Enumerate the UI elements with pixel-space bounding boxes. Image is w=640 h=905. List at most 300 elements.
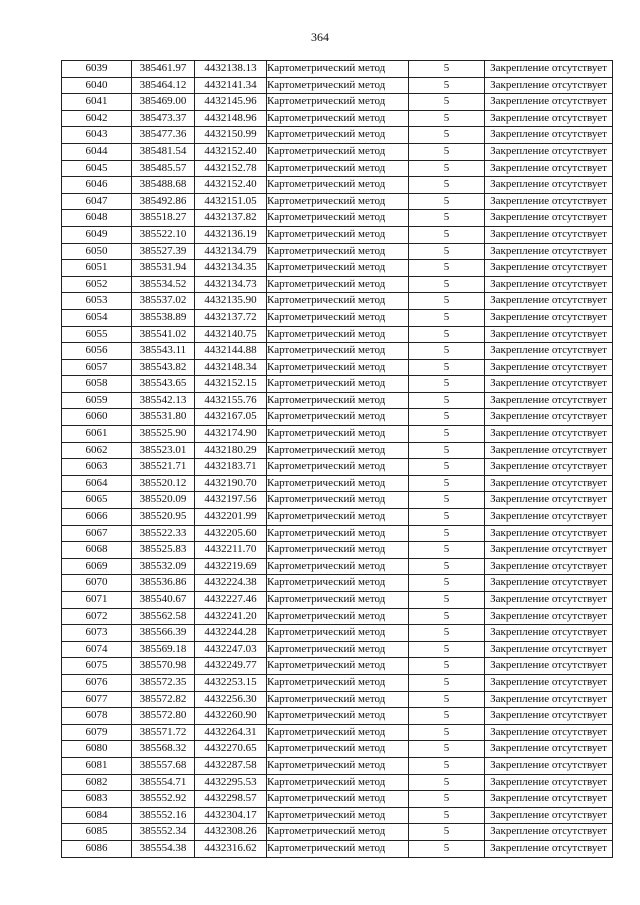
method-cell: Картометрический метод: [267, 459, 409, 476]
y-coordinate-cell: 4432270.65: [195, 741, 267, 758]
accuracy-cell: 5: [409, 94, 485, 111]
fixation-cell: Закрепление отсутствует: [485, 492, 613, 509]
accuracy-cell: 5: [409, 492, 485, 509]
accuracy-cell: 5: [409, 343, 485, 360]
accuracy-cell: 5: [409, 625, 485, 642]
point-number-cell: 6061: [62, 426, 132, 443]
x-coordinate-cell: 385488.68: [132, 177, 195, 194]
y-coordinate-cell: 4432227.46: [195, 592, 267, 609]
point-number-cell: 6084: [62, 807, 132, 824]
accuracy-cell: 5: [409, 160, 485, 177]
table-row: [62, 459, 613, 476]
table-row: [62, 509, 613, 526]
accuracy-cell: 5: [409, 674, 485, 691]
point-number-cell: 6044: [62, 143, 132, 160]
table-row: [62, 592, 613, 609]
table-row: [62, 542, 613, 559]
fixation-cell: Закрепление отсутствует: [485, 226, 613, 243]
fixation-cell: Закрепление отсутствует: [485, 392, 613, 409]
point-number-cell: 6058: [62, 376, 132, 393]
point-number-cell: 6086: [62, 840, 132, 857]
accuracy-cell: 5: [409, 791, 485, 808]
table-row: [62, 260, 613, 277]
method-cell: Картометрический метод: [267, 691, 409, 708]
fixation-cell: Закрепление отсутствует: [485, 542, 613, 559]
y-coordinate-cell: 4432137.82: [195, 210, 267, 227]
fixation-cell: Закрепление отсутствует: [485, 110, 613, 127]
point-number-cell: 6077: [62, 691, 132, 708]
x-coordinate-cell: 385520.95: [132, 509, 195, 526]
fixation-cell: Закрепление отсутствует: [485, 840, 613, 857]
fixation-cell: Закрепление отсутствует: [485, 525, 613, 542]
table-row: [62, 359, 613, 376]
x-coordinate-cell: 385521.71: [132, 459, 195, 476]
accuracy-cell: 5: [409, 824, 485, 841]
table-row: [62, 525, 613, 542]
accuracy-cell: 5: [409, 193, 485, 210]
table-row: [62, 61, 613, 78]
fixation-cell: Закрепление отсутствует: [485, 426, 613, 443]
accuracy-cell: 5: [409, 143, 485, 160]
y-coordinate-cell: 4432260.90: [195, 708, 267, 725]
point-number-cell: 6066: [62, 509, 132, 526]
accuracy-cell: 5: [409, 376, 485, 393]
x-coordinate-cell: 385572.35: [132, 674, 195, 691]
fixation-cell: Закрепление отсутствует: [485, 824, 613, 841]
accuracy-cell: 5: [409, 359, 485, 376]
accuracy-cell: 5: [409, 459, 485, 476]
y-coordinate-cell: 4432144.88: [195, 343, 267, 360]
method-cell: Картометрический метод: [267, 658, 409, 675]
x-coordinate-cell: 385572.82: [132, 691, 195, 708]
y-coordinate-cell: 4432180.29: [195, 442, 267, 459]
accuracy-cell: 5: [409, 708, 485, 725]
fixation-cell: Закрепление отсутствует: [485, 558, 613, 575]
x-coordinate-cell: 385481.54: [132, 143, 195, 160]
y-coordinate-cell: 4432134.73: [195, 276, 267, 293]
method-cell: Картометрический метод: [267, 160, 409, 177]
point-number-cell: 6070: [62, 575, 132, 592]
y-coordinate-cell: 4432224.38: [195, 575, 267, 592]
fixation-cell: Закрепление отсутствует: [485, 210, 613, 227]
coordinates-table: [61, 60, 613, 858]
x-coordinate-cell: 385485.57: [132, 160, 195, 177]
fixation-cell: Закрепление отсутствует: [485, 376, 613, 393]
y-coordinate-cell: 4432287.58: [195, 757, 267, 774]
y-coordinate-cell: 4432298.57: [195, 791, 267, 808]
table-row: [62, 492, 613, 509]
accuracy-cell: 5: [409, 840, 485, 857]
y-coordinate-cell: 4432155.76: [195, 392, 267, 409]
accuracy-cell: 5: [409, 442, 485, 459]
fixation-cell: Закрепление отсутствует: [485, 459, 613, 476]
y-coordinate-cell: 4432264.31: [195, 724, 267, 741]
point-number-cell: 6067: [62, 525, 132, 542]
x-coordinate-cell: 385571.72: [132, 724, 195, 741]
point-number-cell: 6085: [62, 824, 132, 841]
method-cell: Картометрический метод: [267, 243, 409, 260]
x-coordinate-cell: 385562.58: [132, 608, 195, 625]
table-row: [62, 608, 613, 625]
point-number-cell: 6068: [62, 542, 132, 559]
x-coordinate-cell: 385572.80: [132, 708, 195, 725]
table-row: [62, 343, 613, 360]
accuracy-cell: 5: [409, 309, 485, 326]
point-number-cell: 6045: [62, 160, 132, 177]
fixation-cell: Закрепление отсутствует: [485, 243, 613, 260]
fixation-cell: Закрепление отсутствует: [485, 674, 613, 691]
fixation-cell: Закрепление отсутствует: [485, 774, 613, 791]
y-coordinate-cell: 4432151.05: [195, 193, 267, 210]
point-number-cell: 6078: [62, 708, 132, 725]
method-cell: Картометрический метод: [267, 293, 409, 310]
fixation-cell: Закрепление отсутствует: [485, 276, 613, 293]
method-cell: Картометрический метод: [267, 509, 409, 526]
accuracy-cell: 5: [409, 226, 485, 243]
accuracy-cell: 5: [409, 542, 485, 559]
point-number-cell: 6083: [62, 791, 132, 808]
table-row: [62, 309, 613, 326]
fixation-cell: Закрепление отсутствует: [485, 575, 613, 592]
fixation-cell: Закрепление отсутствует: [485, 708, 613, 725]
fixation-cell: Закрепление отсутствует: [485, 658, 613, 675]
method-cell: Картометрический метод: [267, 177, 409, 194]
y-coordinate-cell: 4432304.17: [195, 807, 267, 824]
y-coordinate-cell: 4432134.35: [195, 260, 267, 277]
accuracy-cell: 5: [409, 326, 485, 343]
table-row: [62, 243, 613, 260]
table-row: [62, 691, 613, 708]
table-row: [62, 110, 613, 127]
x-coordinate-cell: 385536.86: [132, 575, 195, 592]
y-coordinate-cell: 4432247.03: [195, 641, 267, 658]
table-row: [62, 193, 613, 210]
method-cell: Картометрический метод: [267, 840, 409, 857]
x-coordinate-cell: 385492.86: [132, 193, 195, 210]
table-row: [62, 840, 613, 857]
y-coordinate-cell: 4432135.90: [195, 293, 267, 310]
point-number-cell: 6046: [62, 177, 132, 194]
accuracy-cell: 5: [409, 658, 485, 675]
accuracy-cell: 5: [409, 260, 485, 277]
fixation-cell: Закрепление отсутствует: [485, 592, 613, 609]
page-number: 364: [311, 30, 329, 44]
y-coordinate-cell: 4432174.90: [195, 426, 267, 443]
x-coordinate-cell: 385554.71: [132, 774, 195, 791]
method-cell: Картометрический метод: [267, 592, 409, 609]
y-coordinate-cell: 4432150.99: [195, 127, 267, 144]
fixation-cell: Закрепление отсутствует: [485, 293, 613, 310]
table-row: [62, 376, 613, 393]
method-cell: Картометрический метод: [267, 708, 409, 725]
fixation-cell: Закрепление отсутствует: [485, 61, 613, 78]
table-row: [62, 94, 613, 111]
fixation-cell: Закрепление отсутствует: [485, 509, 613, 526]
point-number-cell: 6072: [62, 608, 132, 625]
method-cell: Картометрический метод: [267, 774, 409, 791]
method-cell: Картометрический метод: [267, 359, 409, 376]
point-number-cell: 6051: [62, 260, 132, 277]
method-cell: Картометрический метод: [267, 326, 409, 343]
y-coordinate-cell: 4432205.60: [195, 525, 267, 542]
y-coordinate-cell: 4432256.30: [195, 691, 267, 708]
x-coordinate-cell: 385531.94: [132, 260, 195, 277]
method-cell: Картометрический метод: [267, 641, 409, 658]
accuracy-cell: 5: [409, 177, 485, 194]
accuracy-cell: 5: [409, 127, 485, 144]
accuracy-cell: 5: [409, 757, 485, 774]
table-row: [62, 160, 613, 177]
fixation-cell: Закрепление отсутствует: [485, 160, 613, 177]
table-row: [62, 226, 613, 243]
method-cell: Картометрический метод: [267, 558, 409, 575]
table-row: [62, 392, 613, 409]
table-row: [62, 625, 613, 642]
accuracy-cell: 5: [409, 525, 485, 542]
method-cell: Картометрический метод: [267, 757, 409, 774]
y-coordinate-cell: 4432167.05: [195, 409, 267, 426]
method-cell: Картометрический метод: [267, 276, 409, 293]
point-number-cell: 6041: [62, 94, 132, 111]
y-coordinate-cell: 4432241.20: [195, 608, 267, 625]
accuracy-cell: 5: [409, 807, 485, 824]
table-row: [62, 774, 613, 791]
method-cell: Картометрический метод: [267, 426, 409, 443]
method-cell: Картометрический метод: [267, 625, 409, 642]
point-number-cell: 6081: [62, 757, 132, 774]
point-number-cell: 6082: [62, 774, 132, 791]
y-coordinate-cell: 4432138.13: [195, 61, 267, 78]
y-coordinate-cell: 4432190.70: [195, 475, 267, 492]
fixation-cell: Закрепление отсутствует: [485, 641, 613, 658]
y-coordinate-cell: 4432295.53: [195, 774, 267, 791]
accuracy-cell: 5: [409, 592, 485, 609]
y-coordinate-cell: 4432152.40: [195, 143, 267, 160]
table-row: [62, 724, 613, 741]
table-row: [62, 708, 613, 725]
point-number-cell: 6052: [62, 276, 132, 293]
point-number-cell: 6047: [62, 193, 132, 210]
y-coordinate-cell: 4432244.28: [195, 625, 267, 642]
accuracy-cell: 5: [409, 426, 485, 443]
method-cell: Картометрический метод: [267, 110, 409, 127]
point-number-cell: 6042: [62, 110, 132, 127]
table-row: [62, 741, 613, 758]
point-number-cell: 6043: [62, 127, 132, 144]
y-coordinate-cell: 4432140.75: [195, 326, 267, 343]
coordinates-table-body: [62, 61, 613, 858]
fixation-cell: Закрепление отсутствует: [485, 359, 613, 376]
table-row: [62, 143, 613, 160]
x-coordinate-cell: 385543.82: [132, 359, 195, 376]
point-number-cell: 6055: [62, 326, 132, 343]
accuracy-cell: 5: [409, 61, 485, 78]
fixation-cell: Закрепление отсутствует: [485, 326, 613, 343]
fixation-cell: Закрепление отсутствует: [485, 77, 613, 94]
fixation-cell: Закрепление отсутствует: [485, 442, 613, 459]
x-coordinate-cell: 385527.39: [132, 243, 195, 260]
point-number-cell: 6064: [62, 475, 132, 492]
point-number-cell: 6039: [62, 61, 132, 78]
point-number-cell: 6056: [62, 343, 132, 360]
accuracy-cell: 5: [409, 774, 485, 791]
x-coordinate-cell: 385477.36: [132, 127, 195, 144]
fixation-cell: Закрепление отсутствует: [485, 343, 613, 360]
x-coordinate-cell: 385520.12: [132, 475, 195, 492]
x-coordinate-cell: 385464.12: [132, 77, 195, 94]
accuracy-cell: 5: [409, 475, 485, 492]
x-coordinate-cell: 385534.52: [132, 276, 195, 293]
method-cell: Картометрический метод: [267, 143, 409, 160]
accuracy-cell: 5: [409, 276, 485, 293]
x-coordinate-cell: 385461.97: [132, 61, 195, 78]
table-row: [62, 475, 613, 492]
x-coordinate-cell: 385552.92: [132, 791, 195, 808]
accuracy-cell: 5: [409, 210, 485, 227]
x-coordinate-cell: 385554.38: [132, 840, 195, 857]
x-coordinate-cell: 385568.32: [132, 741, 195, 758]
fixation-cell: Закрепление отсутствует: [485, 260, 613, 277]
table-row: [62, 276, 613, 293]
fixation-cell: Закрепление отсутствует: [485, 691, 613, 708]
point-number-cell: 6074: [62, 641, 132, 658]
accuracy-cell: 5: [409, 691, 485, 708]
fixation-cell: Закрепление отсутствует: [485, 177, 613, 194]
fixation-cell: Закрепление отсутствует: [485, 625, 613, 642]
y-coordinate-cell: 4432152.40: [195, 177, 267, 194]
x-coordinate-cell: 385537.02: [132, 293, 195, 310]
method-cell: Картометрический метод: [267, 575, 409, 592]
point-number-cell: 6060: [62, 409, 132, 426]
x-coordinate-cell: 385570.98: [132, 658, 195, 675]
y-coordinate-cell: 4432201.99: [195, 509, 267, 526]
x-coordinate-cell: 385542.13: [132, 392, 195, 409]
point-number-cell: 6073: [62, 625, 132, 642]
fixation-cell: Закрепление отсутствует: [485, 409, 613, 426]
accuracy-cell: 5: [409, 243, 485, 260]
fixation-cell: Закрепление отсутствует: [485, 724, 613, 741]
point-number-cell: 6048: [62, 210, 132, 227]
y-coordinate-cell: 4432183.71: [195, 459, 267, 476]
x-coordinate-cell: 385552.16: [132, 807, 195, 824]
method-cell: Картометрический метод: [267, 674, 409, 691]
x-coordinate-cell: 385520.09: [132, 492, 195, 509]
point-number-cell: 6059: [62, 392, 132, 409]
table-row: [62, 210, 613, 227]
method-cell: Картометрический метод: [267, 260, 409, 277]
method-cell: Картометрический метод: [267, 226, 409, 243]
y-coordinate-cell: 4432308.26: [195, 824, 267, 841]
table-row: [62, 293, 613, 310]
y-coordinate-cell: 4432145.96: [195, 94, 267, 111]
x-coordinate-cell: 385522.33: [132, 525, 195, 542]
point-number-cell: 6062: [62, 442, 132, 459]
table-row: [62, 807, 613, 824]
method-cell: Картометрический метод: [267, 442, 409, 459]
y-coordinate-cell: 4432134.79: [195, 243, 267, 260]
accuracy-cell: 5: [409, 409, 485, 426]
method-cell: Картометрический метод: [267, 127, 409, 144]
method-cell: Картометрический метод: [267, 309, 409, 326]
accuracy-cell: 5: [409, 558, 485, 575]
x-coordinate-cell: 385569.18: [132, 641, 195, 658]
accuracy-cell: 5: [409, 724, 485, 741]
method-cell: Картометрический метод: [267, 791, 409, 808]
fixation-cell: Закрепление отсутствует: [485, 309, 613, 326]
y-coordinate-cell: 4432137.72: [195, 309, 267, 326]
y-coordinate-cell: 4432316.62: [195, 840, 267, 857]
method-cell: Картометрический метод: [267, 77, 409, 94]
method-cell: Картометрический метод: [267, 210, 409, 227]
x-coordinate-cell: 385522.10: [132, 226, 195, 243]
fixation-cell: Закрепление отсутствует: [485, 143, 613, 160]
point-number-cell: 6040: [62, 77, 132, 94]
method-cell: Картометрический метод: [267, 392, 409, 409]
y-coordinate-cell: 4432148.96: [195, 110, 267, 127]
accuracy-cell: 5: [409, 110, 485, 127]
point-number-cell: 6053: [62, 293, 132, 310]
x-coordinate-cell: 385540.67: [132, 592, 195, 609]
point-number-cell: 6079: [62, 724, 132, 741]
table-row: [62, 177, 613, 194]
x-coordinate-cell: 385557.68: [132, 757, 195, 774]
table-row: [62, 409, 613, 426]
x-coordinate-cell: 385518.27: [132, 210, 195, 227]
fixation-cell: Закрепление отсутствует: [485, 475, 613, 492]
table-row: [62, 326, 613, 343]
x-coordinate-cell: 385469.00: [132, 94, 195, 111]
method-cell: Картометрический метод: [267, 724, 409, 741]
method-cell: Картометрический метод: [267, 343, 409, 360]
table-row: [62, 824, 613, 841]
point-number-cell: 6065: [62, 492, 132, 509]
table-row: [62, 757, 613, 774]
fixation-cell: Закрепление отсутствует: [485, 791, 613, 808]
method-cell: Картометрический метод: [267, 608, 409, 625]
y-coordinate-cell: 4432253.15: [195, 674, 267, 691]
table-row: [62, 641, 613, 658]
table-row: [62, 77, 613, 94]
point-number-cell: 6076: [62, 674, 132, 691]
point-number-cell: 6071: [62, 592, 132, 609]
y-coordinate-cell: 4432136.19: [195, 226, 267, 243]
y-coordinate-cell: 4432197.56: [195, 492, 267, 509]
y-coordinate-cell: 4432148.34: [195, 359, 267, 376]
y-coordinate-cell: 4432152.78: [195, 160, 267, 177]
point-number-cell: 6057: [62, 359, 132, 376]
table-row: [62, 426, 613, 443]
fixation-cell: Закрепление отсутствует: [485, 193, 613, 210]
accuracy-cell: 5: [409, 293, 485, 310]
table-row: [62, 127, 613, 144]
method-cell: Картометрический метод: [267, 492, 409, 509]
y-coordinate-cell: 4432211.70: [195, 542, 267, 559]
method-cell: Картометрический метод: [267, 193, 409, 210]
x-coordinate-cell: 385538.89: [132, 309, 195, 326]
method-cell: Картометрический метод: [267, 525, 409, 542]
fixation-cell: Закрепление отсутствует: [485, 94, 613, 111]
x-coordinate-cell: 385543.11: [132, 343, 195, 360]
y-coordinate-cell: 4432152.15: [195, 376, 267, 393]
x-coordinate-cell: 385473.37: [132, 110, 195, 127]
point-number-cell: 6069: [62, 558, 132, 575]
x-coordinate-cell: 385552.34: [132, 824, 195, 841]
method-cell: Картометрический метод: [267, 542, 409, 559]
table-row: [62, 442, 613, 459]
accuracy-cell: 5: [409, 608, 485, 625]
method-cell: Картометрический метод: [267, 475, 409, 492]
fixation-cell: Закрепление отсутствует: [485, 127, 613, 144]
